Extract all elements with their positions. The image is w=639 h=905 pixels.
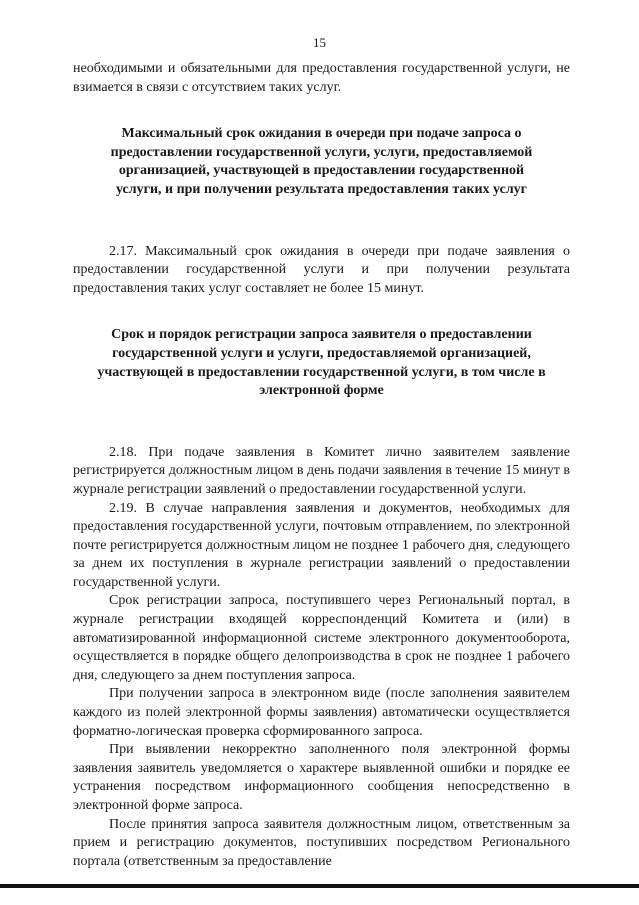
section-heading-queue-time [73, 125, 570, 199]
heading-line: Максимальный срок ожидания в очереди при подаче запроса о [121, 126, 522, 142]
heading-line: государственной услуги и услуги, предоставляемой организацией, [112, 345, 531, 361]
bottom-scan-border [0, 884, 639, 888]
page-number: 15 [313, 35, 326, 50]
heading-line: организацией, участвующей в предоставлении государственной [118, 163, 525, 179]
document-body [73, 60, 570, 871]
paragraph-electronic-check: При получении запроса в электронном виде (после заполнения заявителем каждого из полей электронной формы заявления) автоматически осуществляется форматно-логическая проверка сформированного запроса. [73, 686, 570, 739]
paragraph-error-notice: При выявлении некорректно заполненного поля электронной формы заявления заявитель уведомляется о характере выявленной ошибки и порядке ее устранения посредством информационного сообщения непосредственно в электронной форме запроса. [73, 742, 570, 813]
paragraph-2-19: 2.19. В случае направления заявления и документов, необходимых для предоставления государственной услуги, почтовым отправлением, по электронной почте регистрируется должностным лицом не позднее 1 рабочего дня, следующего за днем их поступления в журнале регистрации заявлений о предоставлении государственной услуги. [73, 500, 570, 590]
heading-line: услуги, и при получении результата предоставления таких услуг [115, 181, 528, 197]
heading-line: предоставлении государственной услуги, услуги, предоставляемой [110, 144, 533, 160]
paragraph-2-18: 2.18. При подаче заявления в Комитет лично заявителем заявление регистрируется должностным лицом в день подачи заявления в течение 15 минут в журнале регистрации заявлений о предоставлении государственной услуги. [73, 444, 570, 497]
paragraph-2-17: 2.17. Максимальный срок ожидания в очереди при подаче заявления о предоставлении государственной услуги и при получении результата предоставления таких услуг составляет не более 15 минут. [73, 243, 570, 296]
heading-line: Срок и порядок регистрации запроса заявителя о предоставлении [111, 327, 532, 343]
intro-paragraph: необходимыми и обязательными для предоставления государственной услуги, не взимается в связи с отсутствием таких услуг. [73, 61, 570, 95]
section-heading-registration [73, 326, 570, 400]
paragraph-portal-registration: Срок регистрации запроса, поступившего через Региональный портал, в журнале регистрации входящей корреспонденций Комитета и (или) в автоматизированной информационной системе электронного документооборота, осуществляется в порядке общего делопроизводства в срок не позднее 1 рабочего дня, следующего за днем поступления запроса. [73, 593, 570, 683]
paragraph-after-acceptance: После принятия запроса заявителя должностным лицом, ответственным за прием и регистрацию документов, поступивших посредством Регионального портала (ответственным за предоставление [73, 816, 570, 869]
heading-line: участвующей в предоставлении государственной услуги, в том числе в [97, 364, 546, 380]
heading-line: электронной форме [259, 383, 384, 399]
